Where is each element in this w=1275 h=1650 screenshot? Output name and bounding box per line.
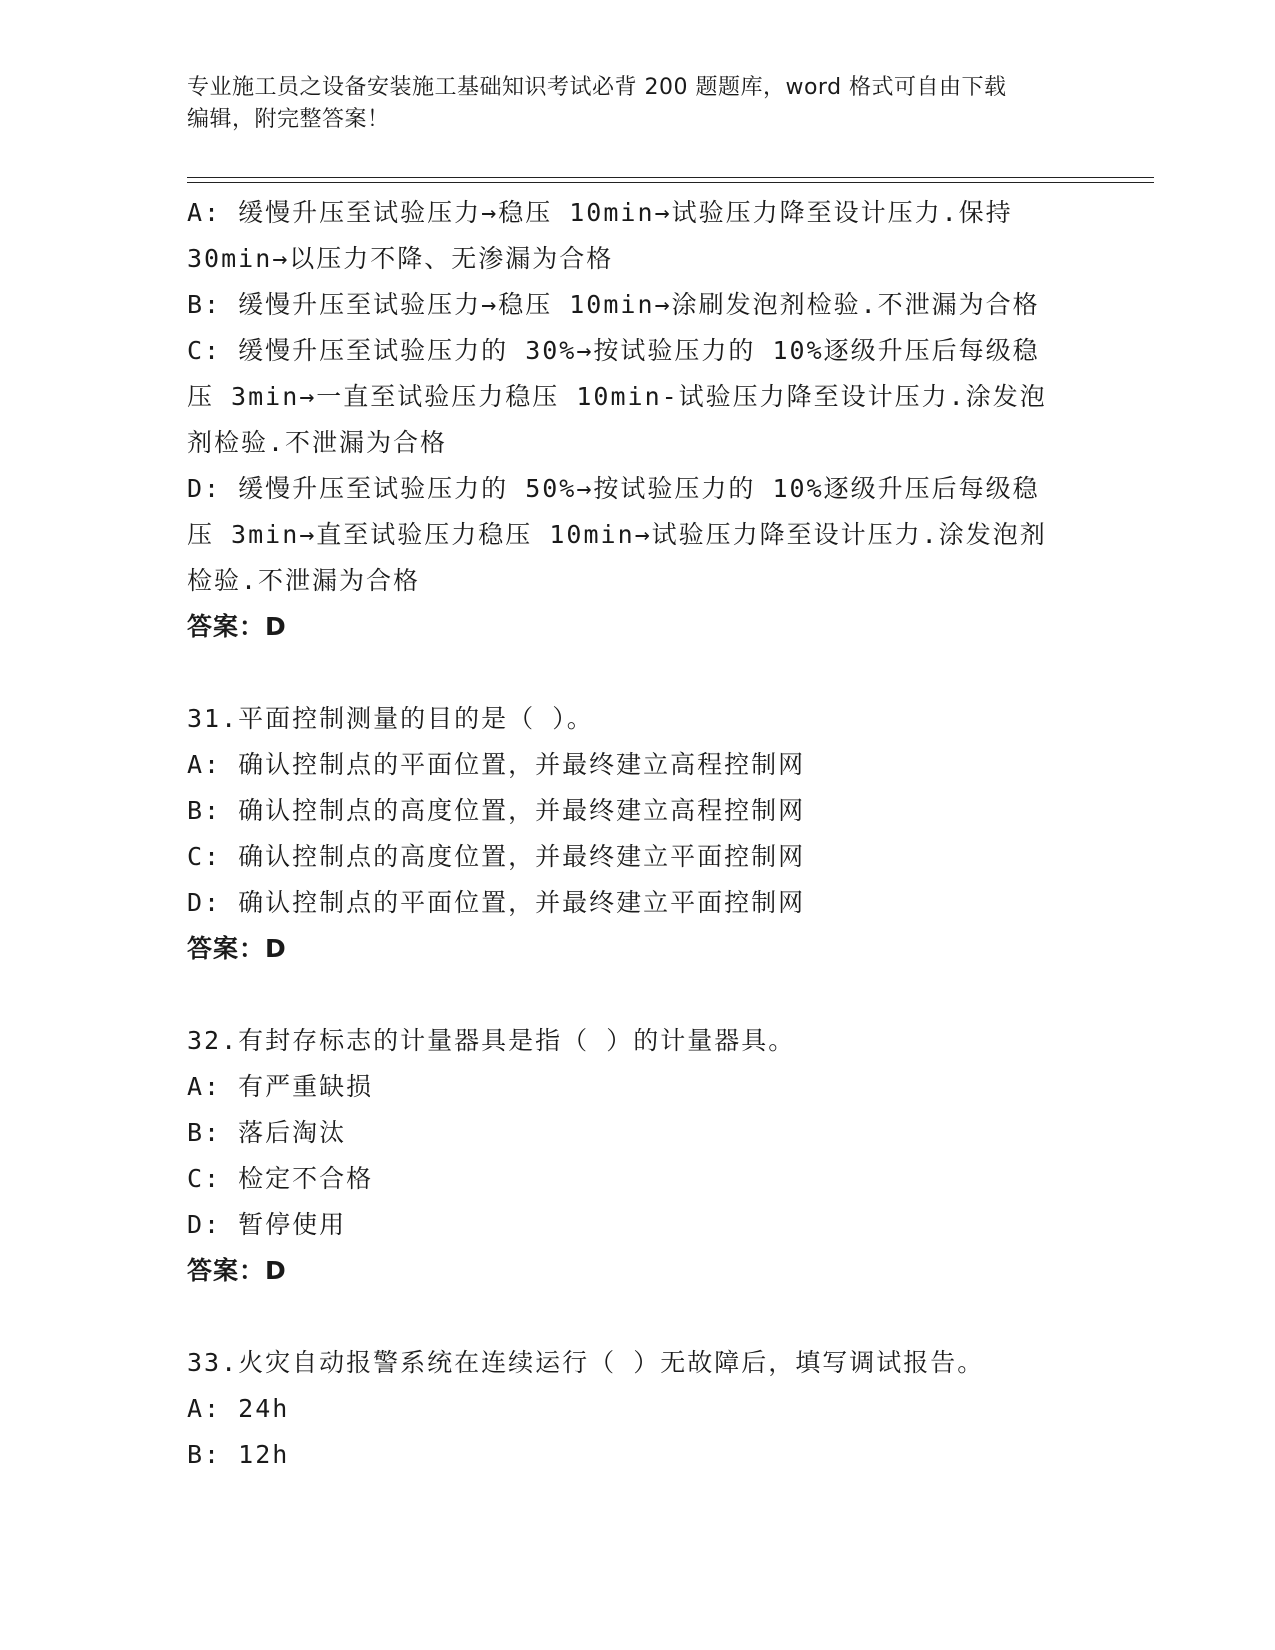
- q33-question: 33.火灾自动报警系统在连续运行（ ）无故障后，填写调试报告。: [187, 1348, 985, 1377]
- q32-option-b: B: 落后淘汰: [187, 1118, 347, 1147]
- header-rule-bottom: [187, 182, 1154, 183]
- spacer: [187, 1294, 1087, 1340]
- q30-option-a-line-2: 30min→以压力不降、无渗漏为合格: [187, 244, 614, 273]
- q32-option-c: C: 检定不合格: [187, 1164, 374, 1193]
- question-31-block: [187, 696, 1087, 972]
- q32-option-d: D: 暂停使用: [187, 1210, 347, 1239]
- question-32-block: [187, 1018, 1087, 1294]
- q31-option-c: C: 确认控制点的高度位置，并最终建立平面控制网: [187, 842, 806, 871]
- q31-question: 31.平面控制测量的目的是（ ）。: [187, 704, 594, 733]
- q30-option-b-line-1: B: 缓慢升压至试验压力→稳压 10min→涂刷发泡剂检验.不泄漏为合格: [187, 290, 1040, 319]
- q33-option-a: A: 24h: [187, 1394, 290, 1423]
- question-33-block: [187, 1340, 1087, 1478]
- q31-option-d: D: 确认控制点的平面位置，并最终建立平面控制网: [187, 888, 806, 917]
- question-content: [187, 190, 1087, 1478]
- q30-option-d-line-1: D: 缓慢升压至试验压力的 50%→按试验压力的 10%逐级升压后每级稳: [187, 474, 1040, 503]
- q33-option-b: B: 12h: [187, 1440, 290, 1469]
- q30-option-c-line-2: 压 3min→一直至试验压力稳压 10min-试验压力降至设计压力.涂发泡: [187, 382, 1047, 411]
- question-30-block: [187, 190, 1087, 650]
- q30-answer: 答案：D: [187, 612, 287, 641]
- header-title-line-2: 编辑，附完整答案！: [187, 107, 390, 132]
- q32-question: 32.有封存标志的计量器具是指（ ）的计量器具。: [187, 1026, 796, 1055]
- header-rule-top: [187, 177, 1154, 178]
- q32-answer: 答案：D: [187, 1256, 287, 1285]
- header-title-line-1: 专业施工员之设备安装施工基础知识考试必背 200 题题库，word 格式可自由下载: [187, 75, 1007, 100]
- q30-option-d-line-2: 压 3min→直至试验压力稳压 10min→试验压力降至设计压力.涂发泡剂: [187, 520, 1047, 549]
- q30-option-c-line-1: C: 缓慢升压至试验压力的 30%→按试验压力的 10%逐级升压后每级稳: [187, 336, 1040, 365]
- spacer: [187, 650, 1087, 696]
- spacer: [187, 972, 1087, 1018]
- q30-option-c-line-3: 剂检验.不泄漏为合格: [187, 428, 448, 457]
- q32-option-a: A: 有严重缺损: [187, 1072, 374, 1101]
- q30-option-a-line-1: A: 缓慢升压至试验压力→稳压 10min→试验压力降至设计压力.保持: [187, 198, 1013, 227]
- q30-option-d-line-3: 检验.不泄漏为合格: [187, 566, 421, 595]
- q31-option-a: A: 确认控制点的平面位置，并最终建立高程控制网: [187, 750, 806, 779]
- q31-option-b: B: 确认控制点的高度位置，并最终建立高程控制网: [187, 796, 806, 825]
- document-header: [187, 72, 1067, 136]
- q31-answer: 答案：D: [187, 934, 287, 963]
